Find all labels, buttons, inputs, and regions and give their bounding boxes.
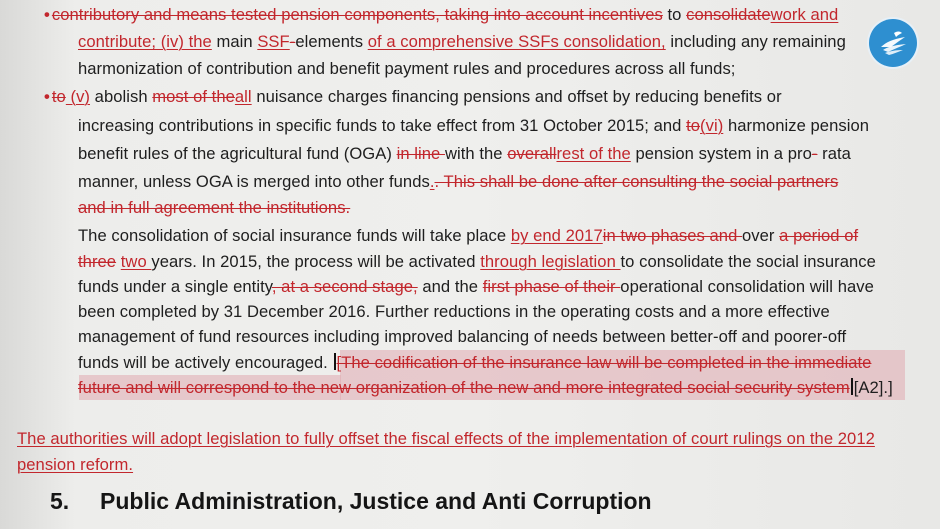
deleted-text: a period of (779, 226, 859, 245)
body-text: rata (817, 144, 851, 163)
inserted-text: of a comprehensive SSFs consolidation, (367, 32, 666, 51)
body-text: nuisance charges financing pensions and offset by reducing benefits or (251, 87, 782, 106)
deleted-text: in two phases and (602, 226, 743, 245)
body-text: increasing contributions in specific funds to take effect from 31 October 2015; and (78, 116, 687, 135)
deleted-text: and in full agreement the institutions. (78, 198, 351, 217)
body-text: to (662, 5, 687, 24)
deleted-text: , at a second stage, (271, 277, 418, 296)
body-text: funds will be actively encouraged. (78, 353, 333, 372)
body-text: including any remaining (665, 32, 846, 51)
deleted-text: to (51, 87, 66, 106)
logo-glyph (869, 19, 917, 67)
text-line (78, 225, 858, 247)
dove-hand-icon (869, 19, 917, 67)
body-text: abolish (90, 87, 153, 106)
inserted-text: SSF (257, 32, 290, 51)
body-text: elements (295, 32, 368, 51)
deleted-text: [The codification of the insurance law will be completed in the immediate (336, 353, 872, 372)
inserted-text: by end 2017 (510, 226, 603, 245)
inserted-text: contribute; (iv) the (78, 32, 212, 51)
deleted-text: future and will correspond to the new organization of the new and more integrated social security system (78, 378, 850, 397)
inserted-text: (vi) (700, 116, 724, 135)
body-text: pension system in a pro (630, 144, 812, 163)
text-line (44, 4, 838, 26)
text-line (78, 197, 350, 219)
text-line (78, 115, 869, 137)
text-line (78, 143, 851, 165)
body-text: The consolidation of social insurance funds will take place (78, 226, 511, 245)
body-text: main (211, 32, 258, 51)
body-text: benefit rules of the agricultural fund (OGA) (78, 144, 397, 163)
text-line: management of fund resources including improved balancing of needs between better-off and poorer-off (78, 327, 847, 346)
deleted-text: in line (396, 144, 445, 163)
text-cursor (334, 353, 336, 370)
body-text: operational consolidation will have (620, 277, 874, 296)
deleted-text: first phase of their (482, 277, 621, 296)
inserted-text: rest of the (556, 144, 631, 163)
text-line (17, 454, 133, 476)
bullet-marker: • (44, 5, 50, 24)
body-text: years. In 2015, the process will be activated (151, 252, 481, 271)
text-cursor (851, 378, 853, 395)
deleted-text: contributory and means tested pension components, taking into account incentives (51, 5, 663, 24)
inserted-text: (v) (65, 87, 90, 106)
deleted-text: most of the (152, 87, 235, 106)
section-number: 5. (50, 488, 70, 514)
inserted-text: all (234, 87, 252, 106)
body-text: to consolidate the social insurance (620, 252, 876, 271)
body-text: funds under a single entity (78, 277, 272, 296)
text-line (44, 86, 782, 108)
comment-marker[interactable]: [A2] (853, 378, 884, 397)
text-line (78, 31, 846, 53)
text-line (78, 377, 893, 399)
text-line (78, 251, 876, 273)
text-line (17, 428, 875, 450)
section-title: Public Administration, Justice and Anti Corruption (100, 488, 652, 514)
inserted-text: pension reform. (17, 455, 134, 474)
body-text: over (742, 226, 780, 245)
body-text: .] (883, 378, 893, 397)
deleted-text: consolidate (686, 5, 771, 24)
body-text: harmonize pension (723, 116, 870, 135)
section-heading (50, 484, 652, 518)
body-text: and the (417, 277, 483, 296)
deleted-text: - (289, 32, 296, 51)
text-line: harmonization of contribution and benefit payment rules and procedures across all funds; (78, 59, 736, 78)
deleted-text: to (686, 116, 701, 135)
deleted-text: overall (507, 144, 557, 163)
deleted-text: three (78, 252, 117, 271)
body-text: with the (444, 144, 508, 163)
text-line (78, 352, 871, 374)
inserted-text: The authorities will adopt legislation to fully offset the fiscal effects of the implementation of court rulings on the 2012 (17, 429, 875, 448)
inserted-text: through legislation (480, 252, 621, 271)
text-line (78, 171, 838, 193)
text-line: been completed by 31 December 2016. Further reductions in the operating costs and a more effective (78, 302, 830, 321)
bullet-marker: • (44, 87, 50, 106)
inserted-text: two (120, 252, 152, 271)
deleted-text: . This shall be done after consulting the social partners (434, 172, 839, 191)
deleted-text: - (811, 144, 818, 163)
inserted-text: work and (770, 5, 839, 24)
inserted-text: . (429, 172, 435, 191)
body-text: manner, unless OGA is merged into other funds (78, 172, 430, 191)
text-line (78, 276, 874, 298)
